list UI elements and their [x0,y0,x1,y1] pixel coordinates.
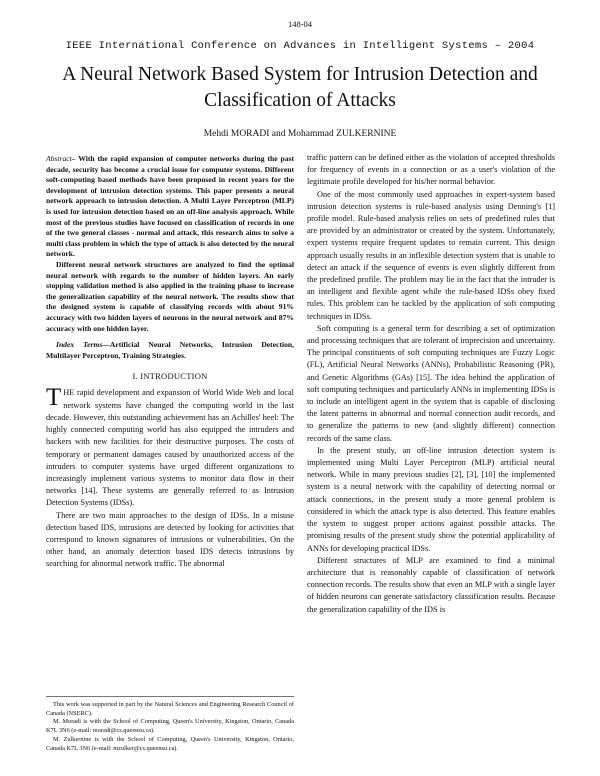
abstract-paragraph-2: Different neural network structures are analyzed to find the optimal neural network with regards to the number of hidden layers. An early stopping validation method is also applied in the training phase to increase the generalization capability of the neural network. The results show that the designed system is capable of classifying records with about 91% accuracy with two hidden layers of neurons in the neural network and 87% accuracy with one hidden layer. [46,259,294,333]
right-paragraph-5: Different structures of MLP are examined to find a minimal architecture that is reasonably capable of classification of network connection records. The results show that even an MLP with a single layer of hidden neurons can generate satisfactory classification results. Because the generalization capability of the IDS is [307,555,555,614]
abstract-text-1: – With the rapid expansion of computer networks during the past decade, security has become a crucial issue for computer systems. Different soft-computing based methods have been proposed in recent years for the development of intrusion detection systems. This paper presents a neural network approach to intrusion detection. A Multi Layer Perceptron (MLP) is used for intrusion detection based on an off-line analysis approach. While most of the previous studies have focused on classification of records in one of the two general classes - normal and attack, this research aims to solve a multi class problem in which the type of attack is also detected by the neural network. [46,154,294,259]
index-terms-label: Index Terms [56,340,103,350]
right-column [307,152,555,616]
right-paragraph-1: traffic pattern can be defined either as the violation of accepted thresholds for frequency of events in a connection or as a user's violation of the legitimate profile developed for his/her normal behavior. [307,153,555,187]
page-number: 148-04 [287,19,313,29]
footnotes [46,696,294,753]
drop-cap: T [46,384,62,412]
index-terms [46,340,294,361]
right-paragraph-4: In the present study, an off-line intrusion detection system is implemented using Multi Layer Perceptron (MLP) artificial neural network. While in many previous studies [2], [3], [10] the implemented system is a neural network with the capability of detecting normal or attack connections, in the present study a more general problem is considered in which the attack type is also detected. This feature enables the system to suggest proper actions against possible attacks. The promising results of the present study show the potential applicability of ANNs for developing practical IDSs. [307,445,555,553]
footnote-funding: This work was supported in part by the Natural Sciences and Engineering Research Council of Canada (NSERC). [46,701,294,717]
intro-paragraph-2: There are two main approaches to the design of IDSs. In a misuse detection based IDS, intrusions are detected by looking for activities that correspond to known signatures of intrusions or vulnerabilities. On the other hand, an anomaly detection based IDS detects intrusions by searching for abnormal network traffic. The abnormal [46,510,294,569]
right-paragraph-3: Soft computing is a general term for describing a set of optimization and processing techniques that are tolerant of imprecision and uncertainty. The principal constituents of soft computing techniques are Fuzzy Logic (FL), Artificial Neural Networks (ANNs), Probabilistic Reasoning (PR), and Genetic Algorithms (GAs) [15]. The idea behind the application of soft computing techniques and particularly ANNs in implementing IDSs is to include an intelligent agent in the system that is capable of disclosing the latent patterns in abnormal and normal connection audit records, and to generalize the patterns to new (and slightly different) connection records of the same class. [307,323,555,443]
intro-paragraph-1 [46,384,294,509]
left-column [46,154,294,571]
paper-title: A Neural Network Based System for Intrusion Detection and Classification of Attacks [62,64,538,111]
index-terms-text: —Artificial Neural Networks, Intrusion Detection, Multilayer Perceptron, Training Strategies. [46,340,294,360]
section-heading-introduction: I. INTRODUCTION [132,371,208,382]
footnote-author-2: M. Zulkernine is with the School of Computing, Queen's University, Kingston, Ontario, Canada K7L 3N6 (e-mail: mzulker@cs.queensu.ca). [46,735,294,752]
intro-paragraph-1-text: HE rapid development and expansion of World Wide Web and local network systems have changed the computing world in the last decade. However, this outstanding achievement has an Achilles' heel: The highly connected computing world has also equipped the intruders and hackers with new facilities for their destructive purposes. The costs of temporary or permanent damages caused by unauthorized access of the intruders to computer systems have urged different organizations to increasingly implement various systems to monitor data flow in their networks [14]. These systems are generally referred to as Intrusion Detection Systems (IDSs). [46,388,294,508]
footnote-author-1: M. Moradi is with the School of Computing, Queen's University, Kingston, Ontario, Canada K7L 3N6 (e-mail: moradi@cs.queensu.ca). [46,718,294,735]
abstract-paragraph-1 [46,154,294,260]
right-paragraph-2: One of the most commonly used approaches in expert-system based intrusion detection systems is rule-based analysis using Denning's [1] profile model. Rule-based analysis relies on sets of predefined rules that are provided by an administrator or created by the system. Unfortunately, expert systems require frequent updates to remain current. This design approach usually results in an inflexible detection system that is unable to detect an attack if the sequence of events is even slightly different from the predefined profile. The problem may lie in the fact that the intruder is an intelligent and flexible agent while the rule-based IDSs obey fixed rules. This problem can be tackled by the application of soft computing techniques in IDSs. [307,189,555,321]
abstract-label: Abstract [46,154,72,163]
conference-header: IEEE International Conference on Advances in Intelligent Systems – 2004 [65,40,535,52]
paper-authors: Mehdi MORADI and Mohammad ZULKERNINE [203,129,397,139]
